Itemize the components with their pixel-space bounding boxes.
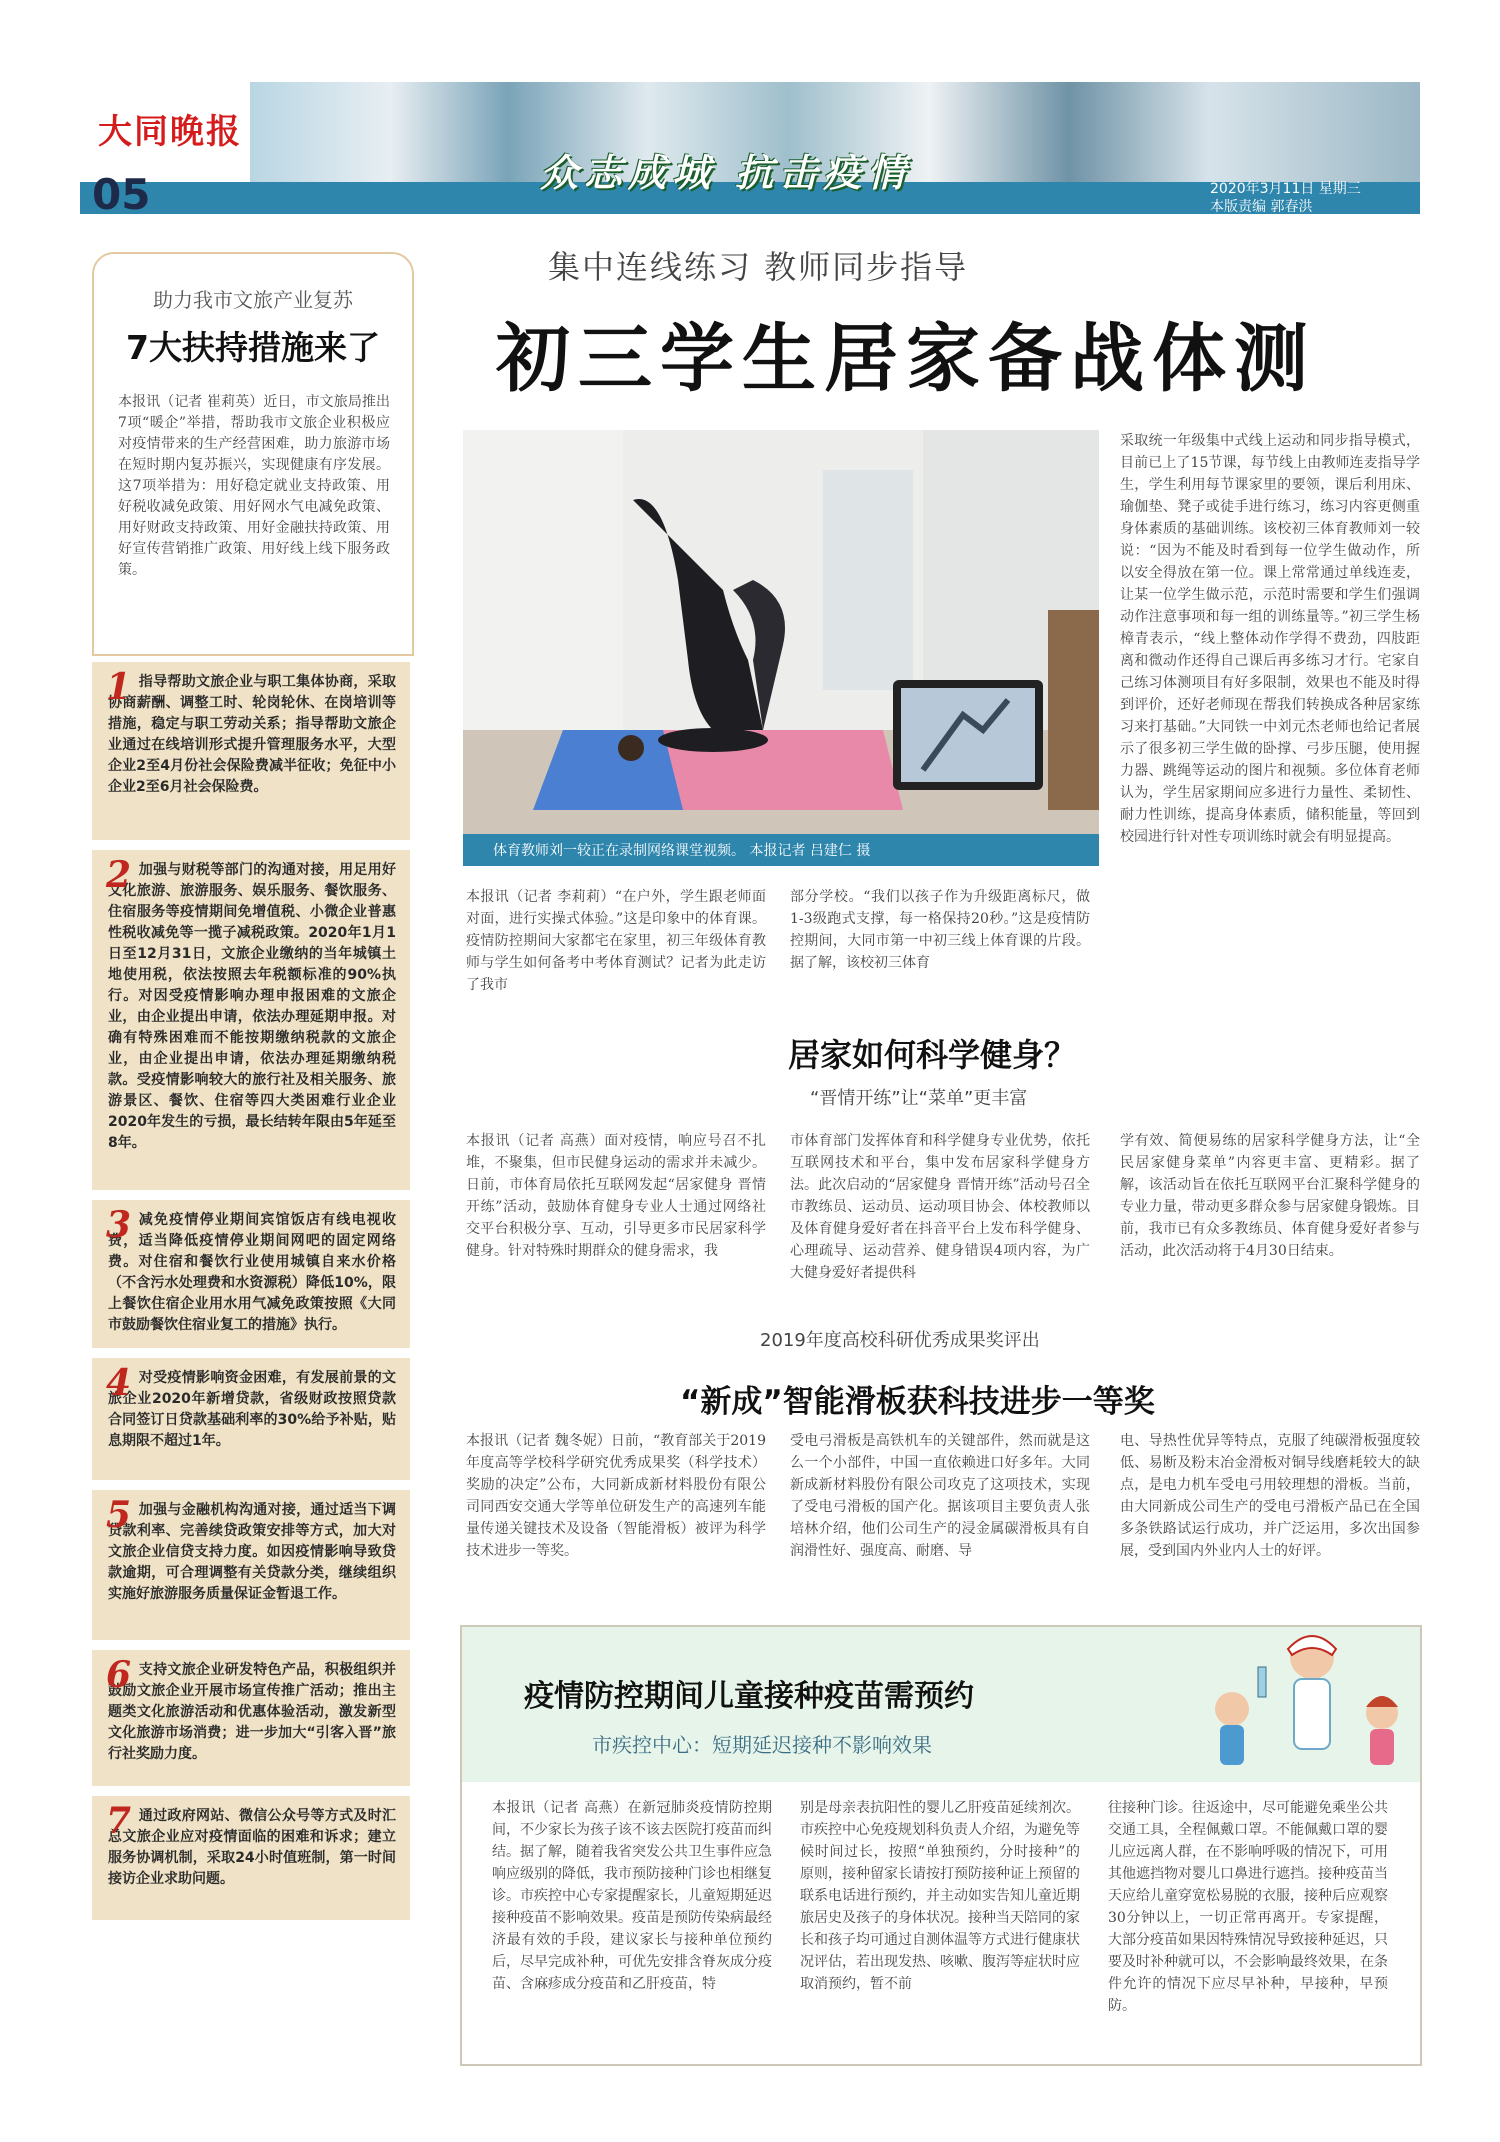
measure-item (92, 1490, 410, 1640)
measure-number: 6 (106, 1654, 132, 1696)
article1-col1: 本报讯（记者 李莉莉）“在户外，学生跟老师面对面，进行实操式体验。”这是印象中的体育课。疫情防控期间大家都宅在家里，初三年级体育教师与学生如何备考中考体育测试？记者为此走访了我市 (466, 889, 766, 993)
photo-illustration (463, 430, 1099, 866)
article4-col3: 往接种门诊。往返途中，尽可能避免乘坐公共交通工具，全程佩戴口罩。不能佩戴口罩的婴儿应远离人群，在不影响呼吸的情况下，可用其他遮挡物对婴儿口鼻进行遮挡。接种疫苗当天应给儿童穿宽松易脱的衣服，接种后应观察30分钟以上，一切正常再离开。专家提醒，大部分疫苗如果因特殊情况导致接种延迟，只要及时补种就可以，不会影响最终效果，在条件允许的情况下应尽早补种，早接种，早预防。 (1108, 1800, 1388, 2014)
article1-col2: 部分学校。“我们以孩子作为升级距离标尺，做1-3级跑式支撑，每一格保持20秒。”这是疫情防控期间，大同市第一中初三线上体育课的片段。据了解，该校初三体育 (790, 889, 1090, 971)
article4-subhead: 市疾控中心：短期延迟接种不影响效果 (592, 1733, 932, 1757)
article3-headline: “新成”智能滑板获科技进步一等奖 (680, 1384, 1155, 1420)
article2-col2: 市体育部门发挥体育和科学健身专业优势，依托互联网技术和平台，集中发布居家科学健身方法。此次启动的“居家健身 晋情开练”活动号召全市教练员、运动员、运动项目协会、体校教师以及体育健身爱好者在抖音平台上发布科学健身、心理疏导、运动营养、健身错误4项内容，为广大健身爱好者提供科 (790, 1133, 1090, 1281)
article3-kicker: 2019年度高校科研优秀成果奖评出 (760, 1330, 1040, 1351)
sidebar-title: 7大扶持措施来了 (126, 328, 380, 367)
page-editor: 本版责编 郭春洪 (1210, 199, 1313, 214)
newspaper-logo: 大同晚报 (98, 112, 242, 152)
page-number: 05 (92, 170, 151, 219)
measure-number: 4 (106, 1362, 132, 1404)
photo-caption-bar (463, 834, 1099, 866)
measure-text: 对受疫情影响资金困难，有发展前景的文旅企业2020年新增贷款，省级财政按照贷款合同签订日贷款基础利率的30%给予补贴，贴息期限不超过1年。 (108, 1370, 396, 1449)
measure-item (92, 1358, 410, 1480)
measure-item (92, 850, 410, 1190)
article2-headline: 居家如何科学健身？ (788, 1036, 1077, 1074)
article4-headline: 疫情防控期间儿童接种疫苗需预约 (524, 1679, 974, 1714)
nurse-children-illustration (1162, 1627, 1420, 1782)
measure-text: 加强与财税等部门的沟通对接，用足用好文化旅游、旅游服务、娱乐服务、餐饮服务、住宿服务等疫情期间免增值税、小微企业普惠性税收减免等一揽子减税政策。2020年1月1日至12月31日，文旅企业缴纳的当年城镇土地使用税，依法按照去年税额标准的90%执行。对因受疫情影响办理申报困难的文旅企业，由企业提出申请，依法办理延期申报。对确有特殊困难而不能按期缴纳税款的文旅企业，由企业提出申请，依法办理延期缴纳税款。受疫情影响较大的旅行社及相关服务、旅游景区、餐饮、住宿等四大类困难行业企业2020年发生的亏损，最长结转年限由5年延至8年。 (108, 862, 396, 1151)
section-slogan: 众志成城 抗击疫情 (540, 151, 912, 195)
measure-item (92, 1650, 410, 1786)
masthead (80, 82, 1420, 214)
article3-col2: 受电弓滑板是高铁机车的关键部件，然而就是这么一个小部件，中国一直依赖进口好多年。大同新成新材料股份有限公司攻克了这项技术，实现了受电弓滑板的国产化。据该项目主要负责人张培林介绍，他们公司生产的浸金属碳滑板具有自润滑性好、强度高、耐磨、导 (790, 1433, 1090, 1559)
article1-kicker: 集中连线练习 教师同步指导 (548, 248, 969, 286)
measure-text: 通过政府网站、微信公众号等方式及时汇总文旅企业应对疫情面临的困难和诉求；建立服务协调机制，采取24小时值班制，第一时间接访企业求助问题。 (108, 1808, 396, 1887)
measure-text: 指导帮助文旅企业与职工集体协商，采取协商薪酬、调整工时、轮岗轮休、在岗培训等措施，稳定与职工劳动关系；指导帮助文旅企业通过在线培训形式提升管理服务水平，大型企业2至4月份社会保险费减半征收；免征中小企业2至6月社会保险费。 (108, 674, 396, 795)
measure-number: 5 (106, 1494, 132, 1536)
issue-date: 2020年3月11日 星期三 (1210, 181, 1361, 197)
article4-col2: 别是母亲表抗阳性的婴儿乙肝疫苗延续剂次。市疾控中心免疫规划科负责人介绍，为避免等候时间过长，按照“单独预约，分时接种”的原则，接种留家长请按打预防接种证上预留的联系电话进行预约，并主动如实告知儿童近期旅居史及孩子的身体状况。接种当天陪同的家长和孩子均可通过自测体温等方式进行健康状况评估，若出现发热、咳嗽、腹泻等症状时应取消预约，暂不前 (800, 1800, 1080, 1992)
measure-number: 2 (106, 854, 132, 896)
sidebar-header (92, 252, 414, 656)
sidebar-kicker: 助力我市文旅产业复苏 (153, 288, 353, 312)
measure-text: 加强与金融机构沟通对接，通过适当下调贷款利率、完善续贷政策安排等方式，加大对文旅企业信贷支持力度。如因疫情影响导致贷款逾期，可合理调整有关贷款分类，继续组织实施好旅游服务质量保证金暂退工作。 (108, 1502, 396, 1602)
article3-col1: 本报讯（记者 魏冬妮）日前，“教育部关于2019年度高等学校科学研究优秀成果奖（科学技术）奖励的决定”公布，大同新成新材料股份有限公司同西安交通大学等单位研发生产的高速列车能量传递关键技术及设备（智能滑板）被评为科学技术进步一等奖。 (466, 1433, 766, 1559)
article4-col1: 本报讯（记者 高燕）在新冠肺炎疫情防控期间，不少家长为孩子该不该去医院打疫苗而纠结。据了解，随着我省突发公共卫生事件应急响应级别的降低，我市预防接种门诊也相继复诊。市疾控中心专家提醒家长，儿童短期延迟接种疫苗不影响效果。疫苗是预防传染病最经济最有效的手段，建议家长与接种单位预约后，尽早完成补种，可优先安排含脊灰成分疫苗、含麻疹成分疫苗和乙肝疫苗，特 (492, 1800, 772, 1992)
measure-text: 支持文旅企业研发特色产品，积极组织并鼓励文旅企业开展市场宣传推广活动；推出主题类文化旅游活动和优惠体验活动，激发新型文化旅游市场消费；进一步加大“引客入晋”旅行社奖励力度。 (108, 1662, 396, 1762)
article1-col3: 采取统一年级集中式线上运动和同步指导模式，目前已上了15节课，每节线上由教师连麦指导学生，学生利用每节课家里的要领，课后利用床、瑜伽垫、凳子或徒手进行练习，练习内容更侧重身体素质的基础训练。该校初三体育教师刘一较说：“因为不能及时看到每一位学生做动作，所以安全得放在第一位。课上常常通过单线连麦，让某一位学生做示范，示范时需要和学生们强调动作注意事项和每一组的训练量等。”初三学生杨樟青表示，“线上整体动作学得不费劲，四肢距离和微动作还得自己课后再多练习才行。宅家自己练习体测项目有好多限制，效果也不能及时得到评价，还好老师现在帮我们转换成各种居家练习来打基础。”大同铁一中刘元杰老师也给记者展示了很多初三学生做的卧撑、弓步压腿，使用握力器、跳绳等运动的图片和视频。多位体育老师认为，学生居家期间应多进行力量性、柔韧性、耐力性训练，提高身体素质，储积能量，等回到校园进行针对性专项训练时就会有明显提高。 (1120, 433, 1420, 845)
measure-item (92, 1796, 410, 1920)
vaccine-box (460, 1625, 1422, 2066)
measure-number: 3 (106, 1204, 132, 1246)
article3-col3: 电、导热性优异等特点，克服了纯碳滑板强度较低、易断及粉末冶金滑板对铜导线磨耗较大的缺点，是电力机车受电弓用较理想的滑板。当前，由大同新成公司生产的受电弓滑板产品已在全国多条铁路试运行成功，并广泛运用，多次出国参展，受到国内外业内人士的好评。 (1120, 1433, 1420, 1559)
measure-item (92, 662, 410, 840)
article2-subhead: “晋情开练”让“菜单”更丰富 (810, 1088, 1028, 1109)
article2-col3: 学有效、简便易练的居家科学健身方法，让“全民居家健身菜单”内容更丰富、更精彩。据了解，该活动旨在依托互联网平台汇聚科学健身的专业力量，带动更多群众参与居家健身锻炼。目前，我市已有众多教练员、体育健身爱好者参与活动，此次活动将于4月30日结束。 (1120, 1133, 1420, 1259)
article1-headline: 初三学生居家备战体测 (496, 316, 1316, 402)
logo-box (80, 82, 250, 182)
sidebar-intro: 本报讯（记者 崔莉英）近日，市文旅局推出7项“暖企”举措，帮助我市文旅企业积极应对疫情带来的生产经营困难，助力旅游市场在短时期内复苏振兴，实现健康有序发展。这7项举措为：用好稳定就业支持政策、用好税收减免政策、用好网水气电减免政策、用好财政支持政策、用好金融扶持政策、用好宣传营销推广政策、用好线上线下服务政策。 (118, 394, 390, 578)
measure-number: 1 (106, 666, 132, 708)
sidebar-article (92, 252, 410, 2067)
measure-item (92, 1200, 410, 1348)
measure-number: 7 (106, 1800, 132, 1842)
vaccine-header (462, 1627, 1420, 1782)
article1-photo (463, 430, 1099, 866)
photo-caption: 体育教师刘一较正在录制网络课堂视频。 本报记者 吕建仁 摄 (493, 843, 871, 859)
article2-col1: 本报讯（记者 高燕）面对疫情，响应号召不扎堆，不聚集，但市民健身运动的需求并未减少。日前，市体育局依托互联网发起“居家健身 晋情开练”活动，鼓励体育健身专业人士通过网络社交平台积极分享、互动，引导更多市民居家科学健身。针对特殊时期群众的健身需求，我 (466, 1133, 766, 1259)
measure-text: 减免疫情停业期间宾馆饭店有线电视收费，适当降低疫情停业期间网吧的固定网络费。对住宿和餐饮行业使用城镇自来水价格（不含污水处理费和水资源税）降低10%，限上餐饮住宿企业用水用气减免政策按照《大同市鼓励餐饮住宿业复工的措施》执行。 (108, 1212, 396, 1333)
